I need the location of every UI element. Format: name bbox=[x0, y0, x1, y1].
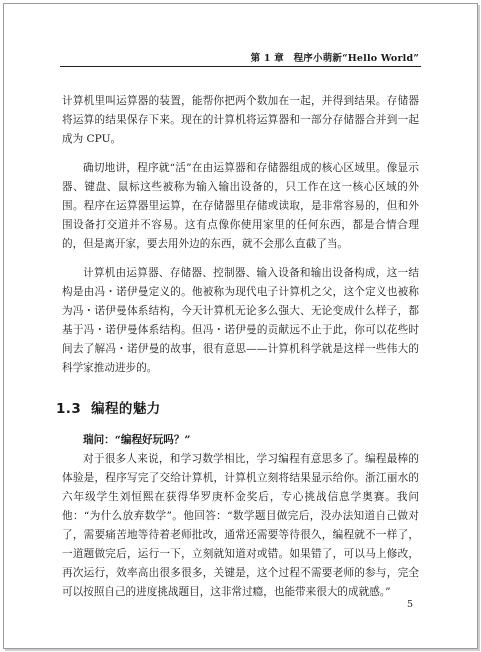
section-paragraph: 对于很多人来说，和学习数学相比，学习编程有意思多了。编程最棒的体验是，程序写完了交给计算机，计算机立刻将结果显示给你。浙江丽水的六年级学生刘恒熙在获得华罗庚杯金奖后，专心挑战信息学奥赛。我问他：“为什么放弃数学”。他回答：“数学题目做完后，没办法知道自己做对了，需要痛苦地等待着老师批改，通常还需要等待很久，编程就不一样了，一道题做完后，运行一下，立刻就知道对或错。如果错了，可以马上修改，再次运行，效率高出很多很多，关键是，这个过程不需要老师的参与，完全可以按照自己的进度挑战题目，这非常过瘾，也能带来很大的成就感。” bbox=[62, 453, 419, 598]
page-body bbox=[56, 92, 419, 612]
body-paragraph-2: 确切地讲，程序就“活”在由运算器和存储器组成的核心区域里。像显示器、键盘、鼠标这些被称为输入输出设备的，只工作在这一核心区域的外围。程序在运算器里运算，在存储器里存储或读取，是非常容易的，但和外围设备打交道并不容易。这有点像你使用家里的任何东西，都是合情合理的，但是离开家，要去用外边的东西，就不会那么直截了当。 bbox=[62, 162, 419, 250]
page-number: 5 bbox=[406, 599, 413, 610]
section-number: 1.3 bbox=[56, 401, 82, 417]
body-paragraph-3: 计算机由运算器、存储器、控制器、输入设备和输出设备构成，这一结构是由冯・诺伊曼定义的。他被称为现代电子计算机之父，这个定义也被称为冯・诺伊曼体系结构，今天计算机无论多么强大、无论变成什么样子，都基于冯・诺伊曼体系结构。但冯・诺伊曼的贡献远不止于此，你可以花些时间去了解冯・诺伊曼的故事，很有意思——计算机科学就是这样一些伟大的科学家推动进步的。 bbox=[62, 267, 419, 374]
body-paragraph-1: 计算机里叫运算器的装置，能帮你把两个数加在一起，并得到结果。存储器将运算的结果保存下来。现在的计算机将运算器和一部分存储器合并到一起成为 CPU。 bbox=[62, 95, 419, 145]
header-rule bbox=[60, 66, 421, 67]
section-title-text: 编程的魅力 bbox=[91, 401, 161, 417]
subheading: 瑞问：“编程好玩吗？” bbox=[83, 434, 191, 446]
running-header: 第 1 章 程序小萌新“Hello World” bbox=[250, 53, 419, 64]
section-heading bbox=[56, 400, 419, 419]
